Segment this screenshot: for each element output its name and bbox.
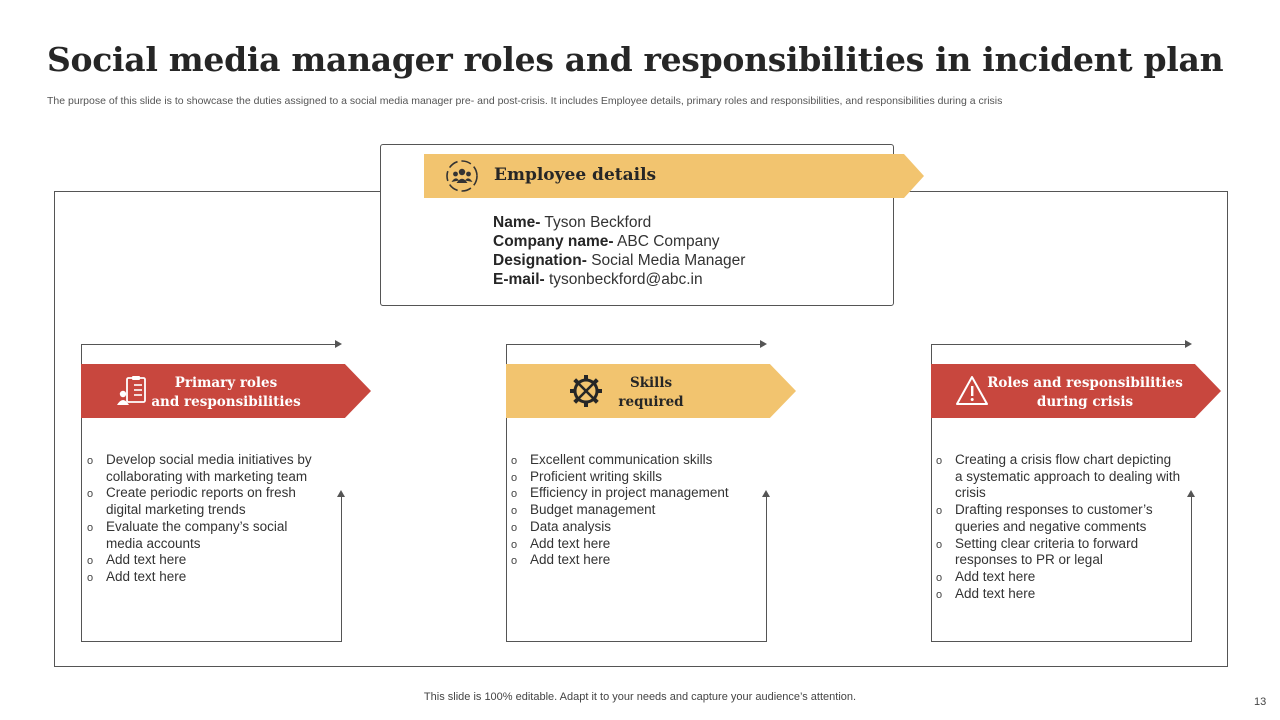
designation-value: Social Media Manager [591, 252, 746, 269]
employee-name-row [493, 213, 745, 232]
slide-title: Social media manager roles and responsibilities in incident plan [47, 40, 1224, 79]
clipboard-user-icon [114, 373, 150, 409]
slide-footer: This slide is 100% editable. Adapt it to your needs and capture your audience’s attention. [423, 691, 857, 703]
page-number: 13 [1254, 696, 1267, 708]
name-value: Tyson Beckford [544, 214, 652, 231]
name-label: Name- [493, 214, 541, 231]
company-label: Company name- [493, 233, 614, 250]
employee-details-lines [493, 213, 745, 289]
list-item: o Add text here [936, 569, 1181, 586]
email-label: E-mail- [493, 271, 545, 288]
list-item: o Drafting responses to customer’s queries and negative comments [936, 502, 1181, 535]
list-item: o Add text here [87, 552, 327, 569]
list-item: o Add text here [511, 536, 756, 553]
primary-roles-title [150, 374, 302, 412]
primary-roles-title-line2: and responsibilities [151, 394, 301, 410]
list-item: o Evaluate the company’s social media accounts [87, 519, 327, 552]
list-item: o Setting clear criteria to forward responses to PR or legal [936, 536, 1181, 569]
list-item: o Data analysis [511, 519, 756, 536]
list-item: o Add text here [87, 569, 327, 586]
list-item: o Develop social media initiatives by collaborating with marketing team [87, 452, 327, 485]
employee-designation-row [493, 251, 745, 270]
skills-title-line1: Skills [629, 375, 673, 391]
skills-title-line2: required [618, 394, 684, 410]
slide-subtitle: The purpose of this slide is to showcase the duties assigned to a social media manager pre- and post-crisis. It includes Employee details, primary roles and responsibilities, and responsibilities during a crisis [47, 95, 1003, 107]
employee-details-heading: Employee details [494, 165, 657, 185]
crisis-roles-title-line1: Roles and responsibilities [987, 375, 1183, 391]
skills-title [604, 374, 698, 412]
crisis-roles-title-line2: during crisis [1036, 394, 1134, 410]
skills-list [511, 452, 756, 569]
list-item: o Add text here [936, 586, 1181, 603]
primary-roles-title-line1: Primary roles [174, 375, 278, 391]
employee-email-row [493, 270, 745, 289]
list-item: o Creating a crisis flow chart depicting a systematic approach to dealing with crisis [936, 452, 1181, 502]
primary-roles-list [87, 452, 327, 586]
list-item: o Efficiency in project management [511, 485, 756, 502]
list-item: o Add text here [511, 552, 756, 569]
list-item: o Excellent communication skills [511, 452, 756, 469]
employee-company-row [493, 232, 745, 251]
crisis-roles-list [936, 452, 1181, 602]
gear-tools-icon [568, 373, 604, 409]
list-item: o Create periodic reports on fresh digital marketing trends [87, 485, 327, 518]
designation-label: Designation- [493, 252, 587, 269]
crisis-roles-title [985, 374, 1185, 412]
list-item: o Budget management [511, 502, 756, 519]
list-item: o Proficient writing skills [511, 469, 756, 486]
company-value: ABC Company [617, 233, 720, 250]
email-value: tysonbeckford@abc.in [549, 271, 703, 288]
team-icon [444, 158, 480, 194]
